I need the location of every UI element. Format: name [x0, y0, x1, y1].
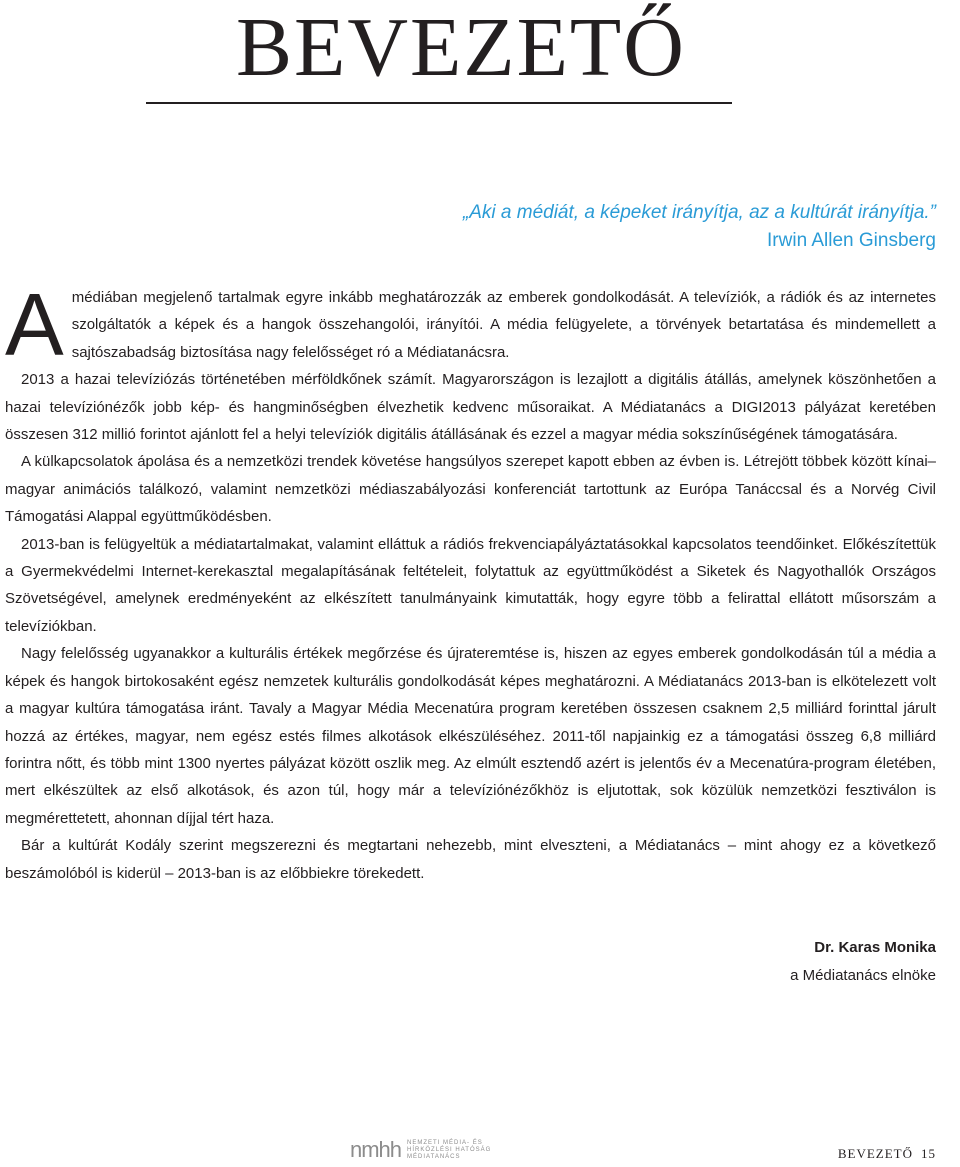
logo-mark: nmhh — [350, 1137, 402, 1162]
title-underline — [146, 102, 732, 104]
logo-line: NEMZETI MÉDIA- ÉS — [407, 1139, 483, 1146]
paragraph-6: Bár a kultúrát Kodály szerint megszerezni és megtartani nehezebb, mint elveszteni, a Médiatanács – mint ahogy ez a következő beszámolóból is kiderül – 2013-ban is az előbbiekre törekedett. — [5, 837, 936, 882]
paragraph-4: 2013-ban is felügyeltük a médiatartalmakat, valamint elláttuk a rádiós frekvenciapályáztatásokkal kapcsolatos teendőinket. Előkészítettük a Gyermekvédelmi Internet-kerekasztal megalapításának feltételeit, folytattuk az együttműködést a Siketek és Nagyothallók Országos Szövetségével, amelynek eredményeként az elkészített tanulmányaink kimutatták, hogy egyre több a felirattal ellátott műsorszám a televíziókban. — [5, 535, 936, 635]
logo-line: MÉDIATANÁCS — [407, 1153, 461, 1160]
epigraph-text: „Aki a médiát, a képeket irányítja, az a kultúrát irányítja.” — [462, 202, 936, 223]
epigraph — [463, 199, 936, 255]
signature-name: Dr. Karas Monika — [814, 939, 936, 956]
page-number: 15 — [921, 1146, 936, 1161]
paragraph-5: Nagy felelősség ugyanakkor a kulturális értékek megőrzése és újrateremtése is, hiszen az egyes emberek gondolkodásán túl a média a képek és hangok birtokosaként egész nemzetek kulturális gondolkodását képes meghatározni. A Médiatanács 2013-ban is elkötelezett volt a magyar kultúra támogatása iránt. Tavaly a Magyar Média Mecenatúra program keretében összesen csaknem 2,5 milliárd forinttal járult hozzá az értékes, magyar, nem egész estés filmes alkotások elkészüléséhez. 2011-től napjainkig ez a támogatási összeg 6,8 milliárd forintra nőtt, és több mint 1300 nyertes pályázat között oszlik meg. Az elmúlt esztendő azért is jelentős év a Mecenatúra-program életében, mert elkészültek az első alkotások, és azon túl, hogy már a televíziónézőkhöz is eljutottak, sok közülük nemzetközi fesztiválon is megmérettetett, ahonnan díjjal tért haza. — [5, 645, 936, 827]
paragraph-3: A külkapcsolatok ápolása és a nemzetközi trendek követése hangsúlyos szerepet kapott ebben az évben is. Létrejött többek között kínai–magyar animációs találkozó, valamint nemzetközi médiaszabályozási konferenciát tartottunk az Európa Tanáccsal és a Norvég Civil Támogatási Alappal együttműködésben. — [5, 453, 936, 526]
signature-role: a Médiatanács elnöke — [790, 967, 936, 984]
running-footer — [838, 1146, 936, 1162]
footer-section: BEVEZETŐ — [837, 1146, 913, 1161]
signature — [790, 934, 936, 990]
body-text — [5, 275, 936, 887]
epigraph-author: Irwin Allen Ginsberg — [767, 230, 936, 251]
logo-text — [407, 1140, 491, 1161]
paragraph-2: 2013 a hazai televíziózás történetében mérföldkőnek számít. Magyarországon is lezajlott a digitális átállás, amelynek köszönhetően a hazai televíziónézők jobb kép- és hangminőségben élvezhetik kedvenc műsoraikat. A Médiatanács a DIGI2013 pályázat keretében összesen 312 millió forintot ajánlott fel a helyi televíziók digitális átállásának és ezzel a magyar média sokszínűségének támogatására. — [5, 371, 936, 444]
paragraph-1 — [5, 275, 936, 374]
logo-line: HÍRKÖZLÉSI HATÓSÁG — [407, 1146, 492, 1153]
page-title: BEVEZETŐ — [236, 1, 686, 94]
nmhh-logo — [350, 1137, 491, 1163]
paragraph-text: médiában megjelenő tartalmak egyre inkább meghatározzák az emberek gondolkodását. A televíziók, a rádiók és az internetes szolgáltatók a képek és a hangok összehangolói, irányítói. A média felügyelete, a törvények betartatása és mindemellett a sajtószabadság biztosítása nagy felelősséget ró a Médiatanácsra. — [71, 289, 936, 361]
drop-cap: A — [5, 275, 64, 374]
